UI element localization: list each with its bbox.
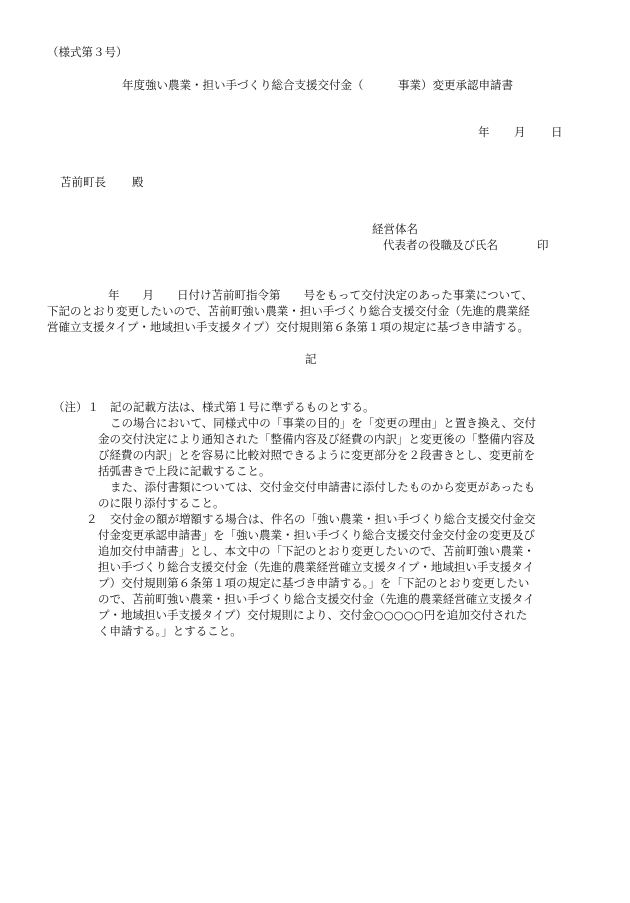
note-line: 追加交付申請書」とし、本文中の「下記のとおり変更したいので、苫前町強い農業・ [98,544,535,558]
note-item2-number: ２ [86,512,98,526]
note-line: ので、苫前町強い農業・担い手づくり総合支援交付金（先進的農業経営確立支援タイ [98,592,535,606]
addressee-name: 苫前町長 [60,175,106,189]
note-line: 交付金の額が増額する場合は、件名の「強い農業・担い手づくり総合支援交付金交 [110,512,536,526]
addressee-honorific: 殿 [132,175,144,189]
note-line: 付金変更承認申請書」を「強い農業・担い手づくり総合支援交付金交付金の変更及び [98,528,535,542]
note-line: び経費の内訳」とを容易に比較対照できるように変更部分を２段書きとし、変更前を [98,448,535,462]
note-line: また、添付書類については、交付金交付申請書に添付したものから変更があったも [110,480,536,494]
note-line: プ）交付規則第６条第１項の規定に基づき申請する。」を「下記のとおり変更したい [98,576,530,590]
note-line: 括弧書きで上段に記載すること。 [98,464,271,478]
note-line: 担い手づくり総合支援交付金（先進的農業経営確立支援タイプ・地域担い手支援タイ [98,560,535,574]
note-line: く申請する。」とすること。 [98,624,242,638]
date-month: 月 [514,125,526,139]
notes-header: （注）１ [53,400,99,414]
document-title: 年度強い農業・担い手づくり総合支援交付金（ 事業）変更承認申請書 [122,78,513,92]
applicant-representative-label: 代表者の役職及び氏名 [383,238,498,252]
note-line: のに限り添付すること。 [98,496,225,510]
note-line: 金の交付決定により通知された「整備内容及び経費の内訳」と変更後の「整備内容及 [98,432,535,446]
note-line: この場合において、同様式中の「事業の目的」を「変更の理由」と置き換え、交付 [110,416,536,430]
body-line: 下記のとおり変更したいので、苫前町強い農業・担い手づくり総合支援交付金（先進的農業経 [47,304,530,318]
body-line: 営確立支援タイプ・地域担い手支援タイプ）交付規則第６条第１項の規定に基づき申請する。 [47,320,529,334]
note-line: プ・地域担い手支援タイプ）交付規則により、交付金○○○○○円を追加交付された [98,608,528,622]
body-line: 年 月 日付け苫前町指令第 号をもって交付決定のあった事業について、 [108,288,533,302]
form-number: （様式第３号） [47,45,128,59]
seal-mark: 印 [537,238,549,252]
note-line: 記の記載方法は、様式第１号に準ずるものとする。 [110,400,375,414]
ki-heading: 記 [305,352,317,366]
date-day: 日 [551,125,563,139]
date-year: 年 [478,125,490,139]
applicant-entity-label: 経営体名 [372,222,418,236]
